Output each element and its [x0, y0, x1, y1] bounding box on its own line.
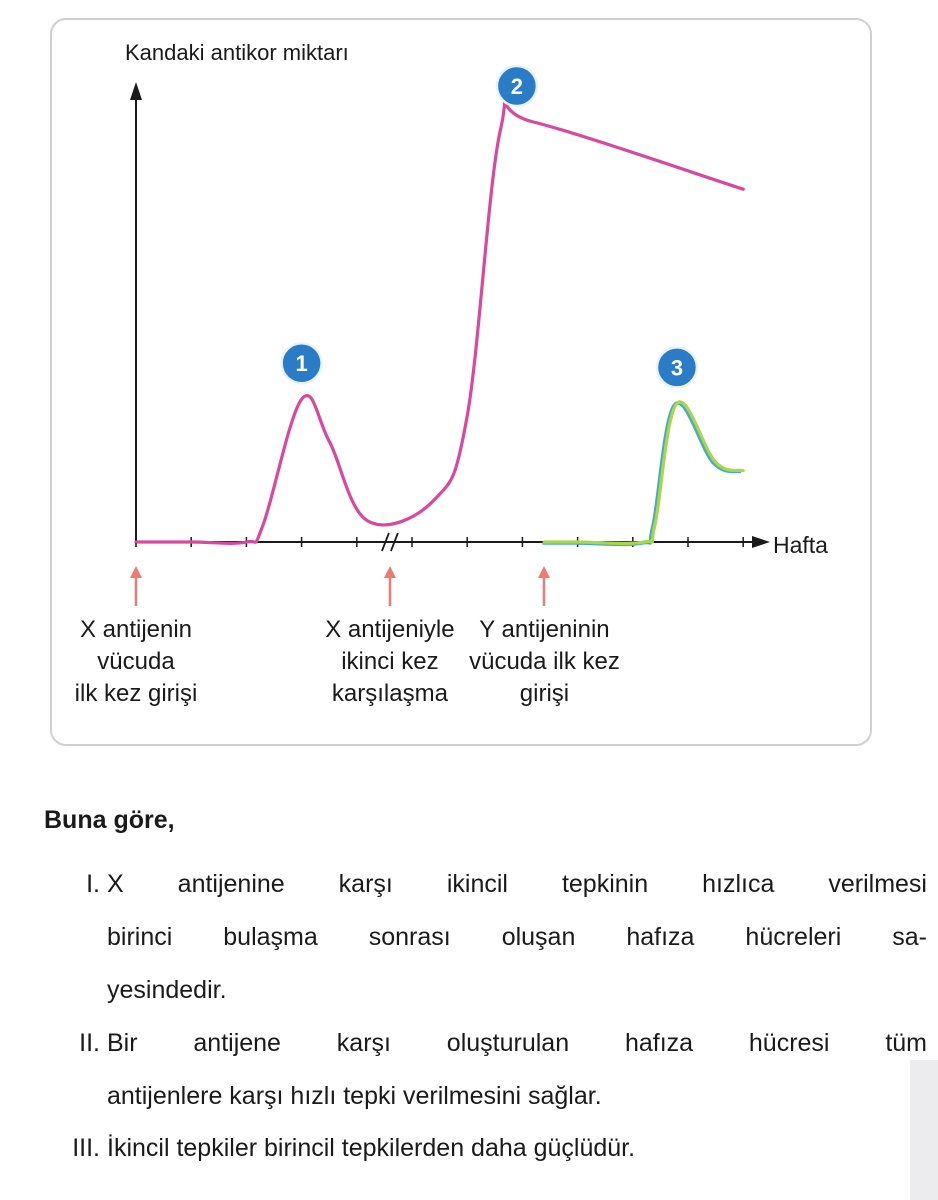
page-edge [910, 1060, 938, 1200]
event-arrow [383, 566, 397, 608]
event-label [434, 614, 654, 710]
statement-line: Bir antijene karşı oluşturulan hafıza hücresi tüm [107, 1029, 927, 1057]
statement-text [107, 1017, 927, 1123]
series-line-2 [544, 402, 743, 543]
event-label-line: X antijeniyle [325, 616, 455, 643]
event-arrow-head [130, 566, 142, 578]
y-axis-arrowhead [130, 82, 142, 100]
statement-text [107, 858, 927, 1017]
series-line-1 [136, 102, 743, 544]
statement-line: antijenlere karşı hızlı tepki verilmesini sağlar. [107, 1082, 602, 1110]
statement-number: II. [79, 1029, 100, 1057]
statement-line: İkincil tepkiler birincil tepkilerden daha güçlüdür. [107, 1134, 636, 1162]
statement-number: I. [86, 870, 100, 898]
event-label-line: vücuda ilk kez [469, 648, 620, 675]
question-prompt: Buna göre, [44, 806, 175, 834]
y-axis-label: Kandaki antikor miktarı [125, 40, 349, 65]
series-layer [136, 102, 743, 545]
event-arrow-head [538, 566, 550, 578]
statement-line: yesindedir. [107, 976, 227, 1004]
event-arrow [537, 566, 551, 608]
event-label-line: ikinci kez [341, 648, 439, 675]
marker-number: 1 [295, 351, 308, 377]
x-axis-label: Hafta [773, 532, 828, 558]
statement-number: III. [72, 1134, 100, 1162]
event-label-line: X antijenin [79, 616, 193, 643]
event-label-line: karşılaşma [331, 680, 448, 707]
event-label-line: girişi [519, 680, 570, 707]
marker-number: 3 [670, 355, 684, 381]
event-label-line: Y antijeninin [479, 616, 610, 643]
event-label [26, 614, 246, 710]
event-arrow [129, 566, 143, 608]
event-arrow-head [384, 566, 396, 578]
series-line-shadow [542, 403, 741, 544]
event-label-line: vücuda [97, 648, 175, 675]
marker-number: 2 [510, 74, 524, 99]
statement-text [107, 1122, 927, 1175]
event-label-line: ilk kez girişi [74, 680, 198, 707]
statement-line: birinci bulaşma sonrası oluşan hafıza hücreleri sa- [107, 923, 927, 951]
x-axis-arrowhead [752, 536, 770, 548]
statement-line: X antijenine karşı ikincil tepkinin hızlıca verilmesi [107, 870, 927, 898]
